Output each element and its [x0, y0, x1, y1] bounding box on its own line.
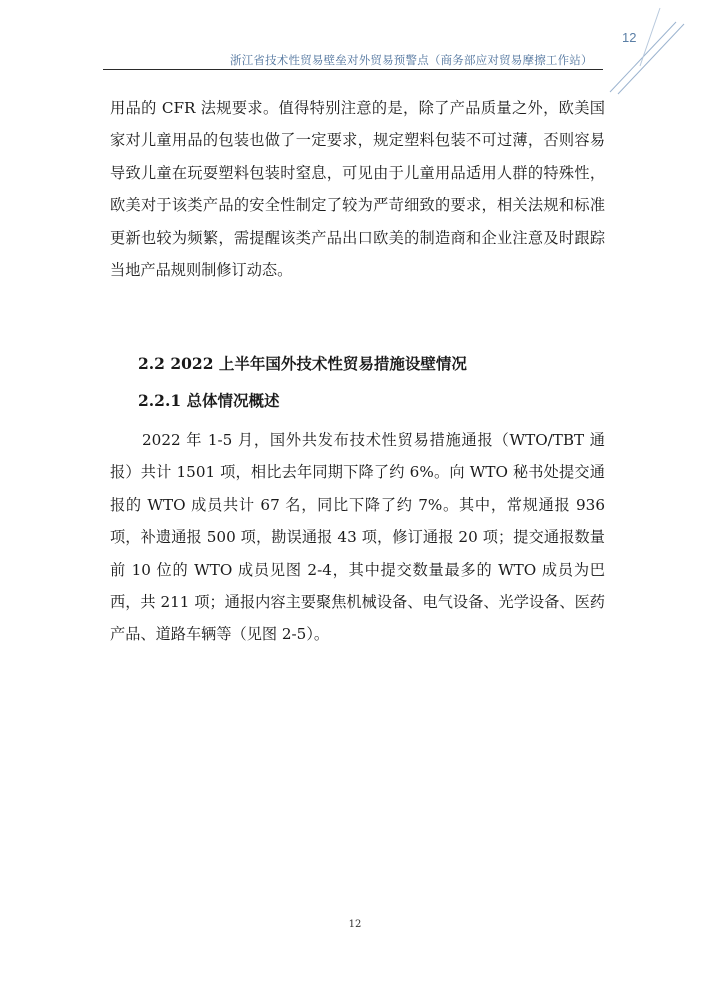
footer-page-number: 12 [348, 919, 362, 930]
header-title: 浙江省技术性贸易壁垒对外贸易预警点（商务部应对贸易摩擦工作站） [230, 53, 593, 67]
section-heading-2-2-1: 2.2.1 总体情况概述 [138, 391, 280, 410]
paragraph-2: 2022 年 1-5 月，国外共发布技术性贸易措施通报（WTO/TBT 通报）共计 1501 项，相比去年同期下降了约 6%。向 WTO 秘书处提交通报的 WTO 成员共计 67 名，同比下降了约 7%。其中，常规通报 936 项，补遗通报 500 项，勘误通报 43 项，修订通报 20 项；提交通报数量前 10 位的 WTO 成员见图 2-4，其中提交数量最多的 WTO 成员为巴西，共 211 项；通报内容主要聚焦机械设备、电气设备、光学设备、医药产品、道路车辆等（见图 2-5）。 [110, 431, 605, 644]
header-page-number: 12 [622, 30, 637, 45]
paragraph-1: 用品的 CFR 法规要求。值得特别注意的是，除了产品质量之外，欧美国家对儿童用品的包装也做了一定要求，规定塑料包装不可过薄，否则容易导致儿童在玩耍塑料包装时窒息，可见由于儿童用品适用人群的特殊性，欧美对于该类产品的安全性制定了较为严苛细致的要求，相关法规和标准更新也较为频繁，需提醒该类产品出口欧美的制造商和企业注意及时跟踪当地产品规则制修订动态。 [110, 99, 605, 280]
header-divider [103, 69, 603, 70]
section-heading-2-2: 2.2 2022 上半年国外技术性贸易措施设壁情况 [138, 354, 467, 373]
